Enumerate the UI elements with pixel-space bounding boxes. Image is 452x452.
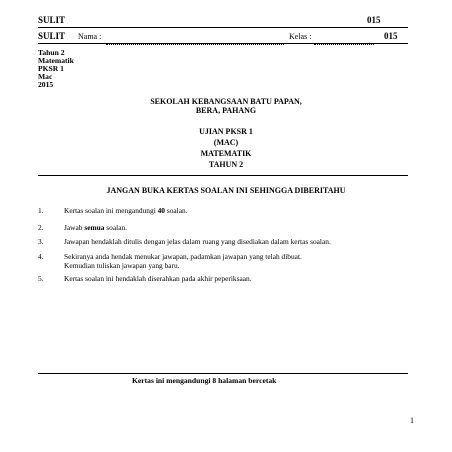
instruction-text: Sekiranya anda hendak menukar jawapan, padamkan jawapan yang telah dibuat. bbox=[64, 252, 302, 261]
instruction-number: 2. bbox=[38, 223, 44, 232]
footer-rule bbox=[38, 373, 408, 374]
name-field[interactable] bbox=[106, 32, 284, 50]
meta-line: Mac bbox=[38, 72, 53, 81]
instruction-bold: 40 bbox=[157, 206, 165, 215]
header-code: 015 bbox=[367, 15, 381, 25]
school-location: BERA, PAHANG bbox=[195, 106, 257, 115]
meta-line: Tahun 2 bbox=[38, 48, 65, 57]
instruction-text-end: soalan. bbox=[104, 223, 128, 232]
instruction-number: 4. bbox=[38, 252, 44, 261]
exam-title: UJIAN PKSR 1 bbox=[199, 127, 253, 136]
instruction-number: 3. bbox=[38, 237, 44, 246]
exam-month: (MAC) bbox=[213, 138, 239, 147]
warning-text: JANGAN BUKA KERTAS SOALAN INI SEHINGGA DIBERITAHU bbox=[106, 186, 346, 195]
meta-line: Matematik bbox=[38, 56, 74, 65]
page-number: 1 bbox=[410, 416, 414, 425]
meta-block bbox=[38, 49, 74, 89]
instruction-text-end: soalan. bbox=[164, 206, 188, 215]
instruction-number: 5. bbox=[38, 274, 44, 283]
instruction-number: 1. bbox=[38, 206, 44, 215]
exam-subject: MATEMATIK bbox=[200, 149, 252, 158]
header-sulit-label: SULIT bbox=[38, 15, 66, 25]
section-rule bbox=[38, 175, 408, 176]
class-field[interactable] bbox=[314, 32, 374, 50]
instruction-text: Jawapan hendaklah ditulis dengan jelas dalam ruang yang disediakan dalam kertas soalan. bbox=[64, 237, 331, 246]
name-label: Nama : bbox=[78, 32, 102, 41]
header-code-2: 015 bbox=[384, 31, 398, 41]
meta-line: PKSR 1 bbox=[38, 64, 64, 73]
instruction-text-line2: Kemudian tuliskan jawapan yang baru. bbox=[64, 261, 180, 270]
header-rule bbox=[38, 27, 408, 28]
meta-line: 2015 bbox=[38, 80, 54, 89]
instruction-text: Jawab bbox=[64, 223, 85, 232]
instruction-text: Kertas soalan ini hendaklah diserahkan pada akhir peperiksaan. bbox=[64, 274, 252, 283]
instruction-bold: semua bbox=[84, 223, 105, 232]
school-name: SEKOLAH KEBANGSAAN BATU PAPAN, bbox=[150, 97, 302, 106]
header-rule-2 bbox=[38, 43, 408, 44]
class-label: Kelas : bbox=[289, 32, 312, 41]
header-sulit-label-2: SULIT bbox=[38, 31, 66, 41]
exam-year: TAHUN 2 bbox=[208, 160, 244, 169]
page-count-text: Kertas ini mengandungi 8 halaman bercetak bbox=[132, 376, 277, 385]
instruction-text: Kertas soalan ini mengandungi bbox=[64, 206, 158, 215]
